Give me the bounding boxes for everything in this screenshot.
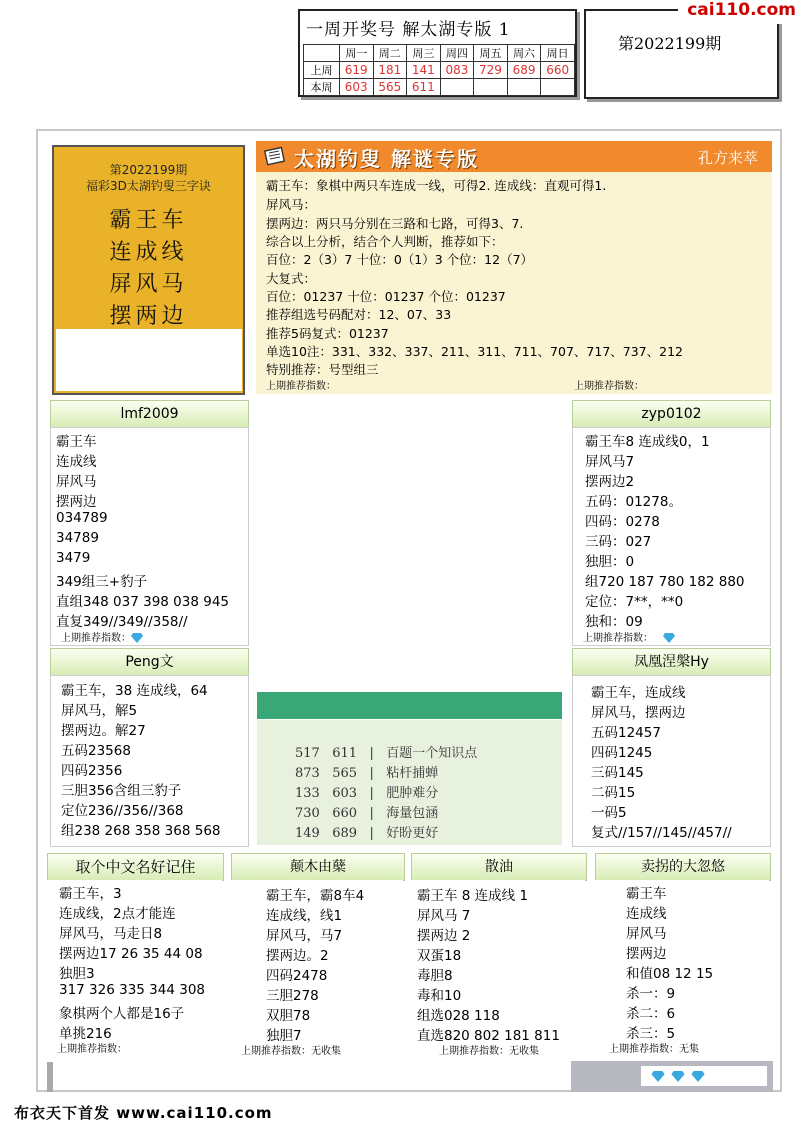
bottom-rating-bar bbox=[571, 1061, 773, 1092]
diamond-icon bbox=[671, 1071, 685, 1082]
panel-peng bbox=[50, 675, 249, 847]
diamond-icon bbox=[691, 1071, 705, 1082]
center-num-b: 603 bbox=[332, 786, 358, 801]
panel-line: 组选028 118 bbox=[417, 1008, 500, 1024]
draw-day: 周四 bbox=[440, 45, 474, 62]
panel-line: 复式//157//145//457// bbox=[591, 825, 732, 841]
panel-line: 组720 187 780 182 880 bbox=[585, 574, 745, 590]
riddle-word: 霸王车 bbox=[109, 208, 188, 233]
center-list-row: 133 603 | 肥肿难分 bbox=[295, 786, 439, 801]
panel-line: 摆两边 2 bbox=[417, 928, 471, 944]
panel-line: 双蛋18 bbox=[417, 948, 462, 964]
draw-day: 周一 bbox=[339, 45, 373, 62]
riddle-card-issue: 第2022199期 bbox=[109, 163, 188, 177]
center-text: 粘杆捕蝉 bbox=[386, 766, 439, 781]
panel-line: 定位：7**，**0 bbox=[585, 594, 684, 610]
panel-line: 摆两边 bbox=[626, 946, 667, 962]
panel-line: 霸王车，霸8车4 bbox=[266, 888, 365, 904]
panel-line: 摆两边。解27 bbox=[61, 723, 146, 739]
panel-line: 屏风马，马走日8 bbox=[59, 926, 163, 942]
riddle-word: 屏风马 bbox=[109, 272, 188, 297]
panel-header-fenghuang: 凤凰涅槃Hy bbox=[572, 648, 771, 676]
panel-header-dianmu: 颠木由蘖 bbox=[231, 853, 405, 881]
bottom-left-bar bbox=[47, 1062, 53, 1092]
analysis-line: 推荐组选号码配对：12、07、33 bbox=[266, 307, 452, 322]
panel-line: 毒和10 bbox=[417, 988, 462, 1004]
analysis-header bbox=[256, 141, 772, 172]
panel-line: 五码23568 bbox=[61, 743, 131, 759]
analysis-line: 大复式： bbox=[266, 271, 317, 286]
panel-header-sanyou: 散油 bbox=[411, 853, 587, 881]
site-logo[interactable]: cai110.com bbox=[678, 0, 800, 24]
panel-line: 四码2356 bbox=[61, 763, 123, 779]
center-num-b: 565 bbox=[332, 766, 358, 781]
draw-day: 周日 bbox=[541, 45, 575, 62]
analysis-index-left: 上期推荐指数： bbox=[266, 381, 336, 392]
analysis-line: 百位：01237 十位：01237 个位：01237 bbox=[266, 289, 506, 304]
panel-quge bbox=[47, 880, 222, 1055]
panel-line: 霸王车，38 连成线，64 bbox=[61, 683, 208, 699]
draw-number bbox=[541, 79, 575, 96]
draw-number: 689 bbox=[507, 62, 541, 79]
panel-line: 象棋两个人都是16子 bbox=[59, 1006, 185, 1022]
draw-number: 565 bbox=[373, 79, 407, 96]
draw-number: 181 bbox=[373, 62, 407, 79]
center-text: 肥肿难分 bbox=[386, 786, 439, 801]
panel-line: 连成线，线1 bbox=[266, 908, 343, 924]
analysis-line: 特别推荐：号型组三 bbox=[266, 362, 379, 377]
panel-line: 单挑216 bbox=[59, 1026, 112, 1042]
weekly-draw-title: 一周开奖号 解太湖专版 1 bbox=[306, 20, 511, 40]
panel-line: 摆两边。2 bbox=[266, 948, 329, 964]
panel-line: 屏风马 bbox=[56, 474, 97, 490]
panel-dianmu bbox=[231, 880, 403, 1055]
draw-number bbox=[440, 79, 474, 96]
draw-number bbox=[474, 79, 508, 96]
panel-line: 屏风马，摆两边 bbox=[591, 705, 686, 721]
panel-header-maiguai: 卖拐的大忽悠 bbox=[595, 853, 771, 881]
draw-number: 729 bbox=[474, 62, 508, 79]
analysis-line: 百位：2（3）7 十位：0（1）3 个位：12（7） bbox=[266, 252, 534, 267]
panel-lmf2009 bbox=[50, 427, 249, 646]
center-num-a: 517 bbox=[295, 746, 320, 761]
panel-line: 独和：09 bbox=[585, 614, 643, 630]
draw-table-corner bbox=[304, 45, 340, 62]
panel-line: 摆两边17 26 35 44 08 bbox=[59, 946, 203, 962]
panel-line: 毒胆8 bbox=[417, 968, 453, 984]
center-list-row: 873 565 | 粘杆捕蝉 bbox=[295, 766, 439, 781]
panel-line: 三码145 bbox=[591, 765, 644, 781]
panel-index: 上期推荐指数： bbox=[57, 1044, 127, 1055]
draw-day: 周二 bbox=[373, 45, 407, 62]
center-green-bar bbox=[257, 692, 562, 719]
panel-line: 屏风马，马7 bbox=[266, 928, 343, 944]
panel-maiguai bbox=[595, 880, 769, 1055]
panel-line: 连成线 bbox=[56, 454, 97, 470]
center-text: 好盼更好 bbox=[386, 826, 439, 841]
draw-day: 周三 bbox=[407, 45, 441, 62]
panel-index: 上期推荐指数：无集 bbox=[609, 1044, 699, 1055]
diamond-icon bbox=[131, 633, 143, 643]
panel-line: 霸王车 bbox=[56, 434, 97, 450]
panel-line: 屏风马 bbox=[626, 926, 667, 942]
draw-row-label: 上周 bbox=[304, 62, 340, 79]
panel-line: 霸王车8 连成线0，1 bbox=[585, 434, 710, 450]
analysis-line: 摆两边：两只马分别在三路和七路，可得3、7. bbox=[266, 216, 524, 231]
center-list-row: 517 611 | 百题一个知识点 bbox=[295, 746, 478, 761]
panel-line: 四码2478 bbox=[266, 968, 328, 984]
center-num-a: 873 bbox=[295, 766, 320, 781]
analysis-author: 孔方来萃 bbox=[697, 149, 758, 167]
draw-number: 141 bbox=[407, 62, 441, 79]
panel-line: 034789 bbox=[56, 510, 108, 526]
panel-line: 349组三+豹子 bbox=[56, 574, 148, 590]
panel-line: 三胆356含组三豹子 bbox=[61, 783, 182, 799]
panel-line: 四码：0278 bbox=[585, 514, 660, 530]
panel-header-lmf2009: lmf2009 bbox=[50, 400, 249, 428]
draw-number bbox=[507, 79, 541, 96]
riddle-card-blank bbox=[56, 329, 242, 391]
analysis-title: 太湖钓叟 解谜专版 bbox=[294, 147, 479, 171]
issue-number: 第2022199期 bbox=[618, 34, 722, 53]
panel-index bbox=[61, 629, 143, 644]
panel-line: 直选820 802 181 811 bbox=[417, 1028, 560, 1044]
analysis-line: 屏风马： bbox=[266, 197, 317, 212]
riddle-word: 摆两边 bbox=[109, 304, 188, 329]
panel-line: 杀一：9 bbox=[626, 986, 676, 1002]
panel-line: 连成线，2点才能连 bbox=[59, 906, 176, 922]
panel-line: 一码5 bbox=[591, 805, 627, 821]
weekly-draw-box bbox=[298, 9, 577, 97]
draw-table-header-row bbox=[304, 45, 575, 62]
draw-day: 周五 bbox=[474, 45, 508, 62]
center-text: 海量包涵 bbox=[386, 806, 439, 821]
panel-line: 独胆3 bbox=[59, 966, 95, 982]
center-num-a: 133 bbox=[295, 786, 320, 801]
panel-line: 直组348 037 398 038 945 bbox=[56, 594, 230, 610]
draw-number: 660 bbox=[541, 62, 575, 79]
draw-row-label: 本周 bbox=[304, 79, 340, 96]
panel-line: 杀三：5 bbox=[626, 1026, 676, 1042]
panel-line: 和值08 12 15 bbox=[626, 966, 714, 982]
panel-header-peng: Peng文 bbox=[50, 648, 249, 676]
draw-number: 603 bbox=[339, 79, 373, 96]
panel-fenghuang bbox=[572, 675, 771, 847]
analysis-panel bbox=[256, 141, 772, 394]
panel-line: 双胆78 bbox=[266, 1008, 311, 1024]
diamond-icon bbox=[651, 1071, 665, 1082]
panel-line: 摆两边2 bbox=[585, 474, 635, 490]
panel-sanyou bbox=[411, 880, 585, 1055]
panel-index: 上期推荐指数：无收集 bbox=[241, 1046, 341, 1057]
panel-line: 独胆：0 bbox=[585, 554, 635, 570]
panel-line: 独胆7 bbox=[266, 1028, 302, 1044]
analysis-line: 霸王车：象棋中两只车连成一线，可得2. 连成线：直观可得1. bbox=[266, 178, 607, 193]
center-num-a: 730 bbox=[295, 806, 320, 821]
panel-header-quge: 取个中文名好记住 bbox=[47, 853, 224, 881]
footer-watermark: 布衣天下首发 www.cai110.com bbox=[14, 1104, 273, 1122]
draw-number: 083 bbox=[440, 62, 474, 79]
panel-index: 上期推荐指数：无收集 bbox=[439, 1046, 539, 1057]
panel-line: 三胆278 bbox=[266, 988, 319, 1004]
panel-line: 屏风马，解5 bbox=[61, 703, 138, 719]
rating-box bbox=[641, 1066, 767, 1086]
diamond-icon bbox=[663, 633, 675, 643]
panel-zyp0102 bbox=[572, 427, 771, 646]
weekly-draw-table bbox=[303, 44, 575, 96]
center-num-b: 689 bbox=[332, 826, 358, 841]
panel-index bbox=[583, 629, 675, 644]
draw-row-this-week bbox=[304, 79, 575, 96]
panel-line: 杀二：6 bbox=[626, 1006, 676, 1022]
panel-line: 霸王车，3 bbox=[59, 886, 122, 902]
panel-line: 组238 268 358 368 568 bbox=[61, 823, 221, 839]
analysis-line: 推荐5码复式：01237 bbox=[266, 326, 389, 341]
panel-line: 二码15 bbox=[591, 785, 636, 801]
center-list-row: 149 689 | 好盼更好 bbox=[295, 826, 439, 841]
riddle-card-subtitle: 福彩3D太湖钓叟三字诀 bbox=[86, 179, 211, 193]
panel-line: 34789 bbox=[56, 530, 99, 546]
draw-row-last-week bbox=[304, 62, 575, 79]
panel-line: 连成线 bbox=[626, 906, 667, 922]
panel-header-zyp0102: zyp0102 bbox=[572, 400, 771, 428]
draw-number: 611 bbox=[407, 79, 441, 96]
panel-line: 摆两边 bbox=[56, 494, 97, 510]
panel-line: 三码：027 bbox=[585, 534, 652, 550]
analysis-index-right: 上期推荐指数： bbox=[574, 381, 644, 392]
panel-line: 五码12457 bbox=[591, 725, 661, 741]
panel-index-label: 上期推荐指数： bbox=[583, 633, 653, 644]
panel-line: 霸王车，连成线 bbox=[591, 685, 686, 701]
draw-number: 619 bbox=[339, 62, 373, 79]
panel-line: 屏风马 7 bbox=[417, 908, 471, 924]
panel-line: 317 326 335 344 308 bbox=[59, 982, 206, 998]
center-num-b: 660 bbox=[332, 806, 358, 821]
panel-line: 定位236//356//368 bbox=[61, 803, 184, 819]
riddle-word: 连成线 bbox=[109, 240, 188, 265]
panel-line: 霸王车 8 连成线 1 bbox=[417, 888, 529, 904]
panel-line: 四码1245 bbox=[591, 745, 653, 761]
panel-line: 3479 bbox=[56, 550, 91, 566]
analysis-line: 单选10注：331、332、337、211、311、711、707、717、737、212 bbox=[266, 344, 683, 359]
panel-line: 直复349//349//358// bbox=[56, 614, 188, 630]
panel-line: 屏风马7 bbox=[585, 454, 635, 470]
center-num-a: 149 bbox=[295, 826, 320, 841]
analysis-line: 综合以上分析，结合个人判断，推荐如下： bbox=[266, 234, 504, 249]
center-num-b: 611 bbox=[332, 746, 358, 761]
draw-day: 周六 bbox=[507, 45, 541, 62]
panel-index-label: 上期推荐指数： bbox=[61, 633, 131, 644]
center-list bbox=[257, 720, 562, 845]
center-text: 百题一个知识点 bbox=[386, 746, 478, 761]
center-list-row: 730 660 | 海量包涵 bbox=[295, 806, 439, 821]
panel-line: 霸王车 bbox=[626, 886, 667, 902]
book-icon bbox=[264, 146, 286, 166]
panel-line: 五码：01278。 bbox=[585, 494, 682, 510]
